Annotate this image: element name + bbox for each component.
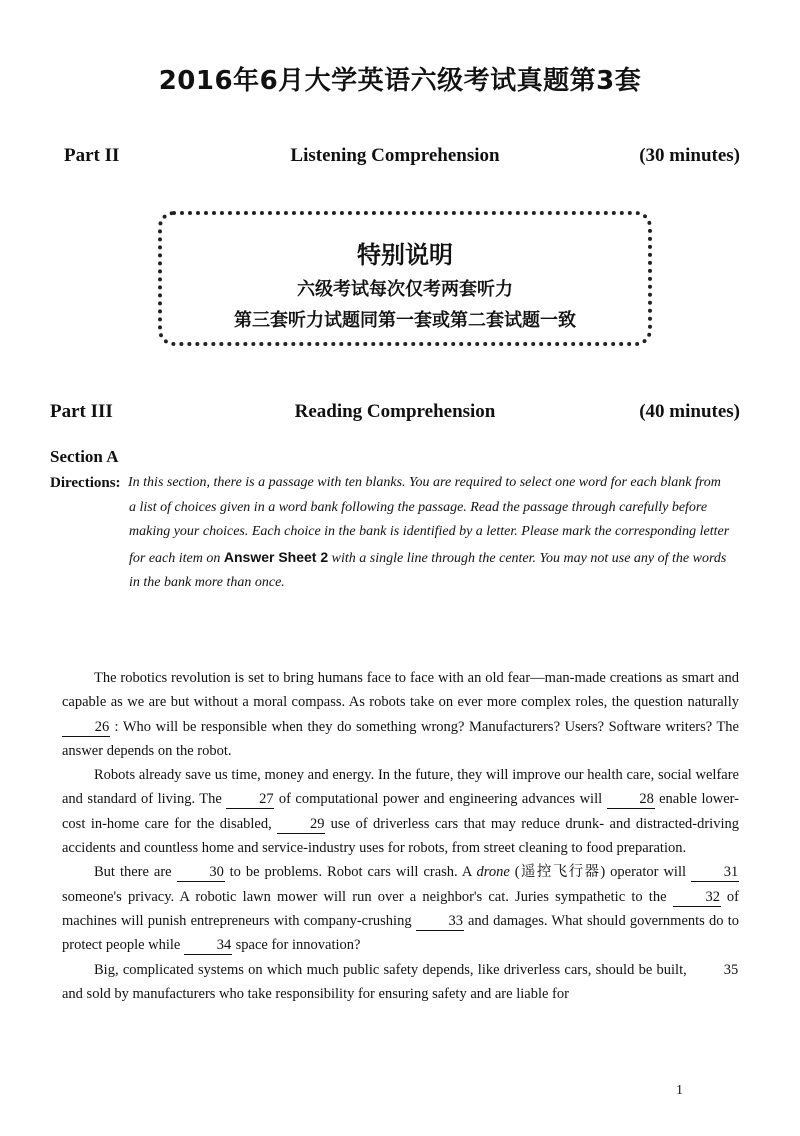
directions-text-part-2: with a single line through the center. You may not use any of the words in the bank more than once. (129, 550, 727, 590)
directions-block (50, 471, 730, 596)
part-iii-label: Part III (50, 401, 113, 422)
part-iii-name: Reading Comprehension (294, 401, 496, 422)
directions-label: Directions: (50, 475, 121, 491)
text-run: Big, complicated systems on which much public safety depends, like driverless cars, should be built, (94, 961, 691, 978)
blank-30: 30 (177, 863, 225, 882)
text-run: Robots already save us time, money and energy. In the future, they will improve our health care, social welfare and standard of living. The (62, 767, 739, 808)
text-run: and sold by manufacturers who take responsibility for ensuring safety and are liable for (62, 985, 569, 1002)
blank-27: 27 (226, 790, 274, 809)
blank-29: 29 (277, 815, 325, 834)
drone-gloss: (遥控飞行器) (509, 864, 606, 881)
notice-heading: 特别说明 (357, 241, 453, 269)
text-run: But there are (94, 864, 177, 881)
blank-28: 28 (607, 790, 655, 809)
text-run: operator will (605, 864, 691, 881)
part-ii-name: Listening Comprehension (290, 145, 500, 166)
text-run: The robotics revolution is set to bring humans face to face with an old fear—man-made creations as smart and capable as we are but without a moral compass. As robots take on ever more complex roles, the question naturally (62, 670, 739, 711)
special-notice-box (158, 211, 652, 346)
blank-34: 34 (184, 936, 232, 955)
paragraph-2 (62, 763, 739, 860)
drone-word: drone (476, 864, 510, 881)
text-run: enable lower-cost in-home care for the disabled, (62, 791, 739, 832)
blank-32: 32 (673, 888, 721, 907)
paragraph-3 (62, 860, 739, 957)
directions-text-part-1: In this section, there is a passage with ten blanks. You are required to select one word for each blank from a list of choices given in a word bank following the passage. Read the passage through carefully before making your choices. Each choice in the bank is identified by a letter. Please mark the corresponding letter for each item on (128, 475, 730, 566)
blank-31: 31 (691, 863, 739, 882)
answer-sheet-reference: Answer Sheet 2 (223, 548, 329, 565)
notice-line-1: 六级考试每次仅考两套听力 (297, 279, 513, 300)
paragraph-4 (62, 958, 739, 1007)
part-iii-header (50, 401, 740, 431)
directions-text (50, 471, 730, 596)
part-ii-duration: (30 minutes) (639, 145, 740, 166)
page-title: 2016年6月大学英语六级考试真题第3套 (158, 66, 642, 96)
part-ii-label: Part II (64, 145, 120, 166)
part-ii-header (50, 145, 740, 175)
text-run: : Who will be responsible when they do something wrong? Manufacturers? Users? Software writers? The answer depends on the robot. (62, 718, 739, 759)
text-run: of machines will punish entrepreneurs with company-crushing (62, 888, 739, 929)
page-number: 1 (676, 1083, 683, 1098)
section-a-heading: Section A (50, 447, 119, 466)
text-run: space for innovation? (232, 937, 361, 954)
text-run: use of driverless cars that may reduce drunk- and distracted-driving accidents and countless home and service-industry uses for robots, from street cleaning to food preparation. (62, 815, 739, 857)
text-run: and damages. What should governments do to protect people while (62, 912, 739, 954)
blank-35: 35 (723, 961, 739, 978)
text-run: to be problems. Robot cars will crash. A (224, 864, 477, 881)
reading-passage (62, 666, 739, 1006)
blank-26: 26 (62, 718, 110, 737)
notice-line-2: 第三套听力试题同第一套或第二套试题一致 (234, 310, 576, 331)
text-run: someone's privacy. A robotic lawn mower will run over a neighbor's cat. Juries sympathetic to the (62, 888, 673, 905)
part-iii-duration: (40 minutes) (639, 401, 740, 422)
text-run: of computational power and engineering advances will (274, 791, 607, 808)
blank-33: 33 (416, 912, 464, 931)
paragraph-1 (62, 666, 739, 763)
